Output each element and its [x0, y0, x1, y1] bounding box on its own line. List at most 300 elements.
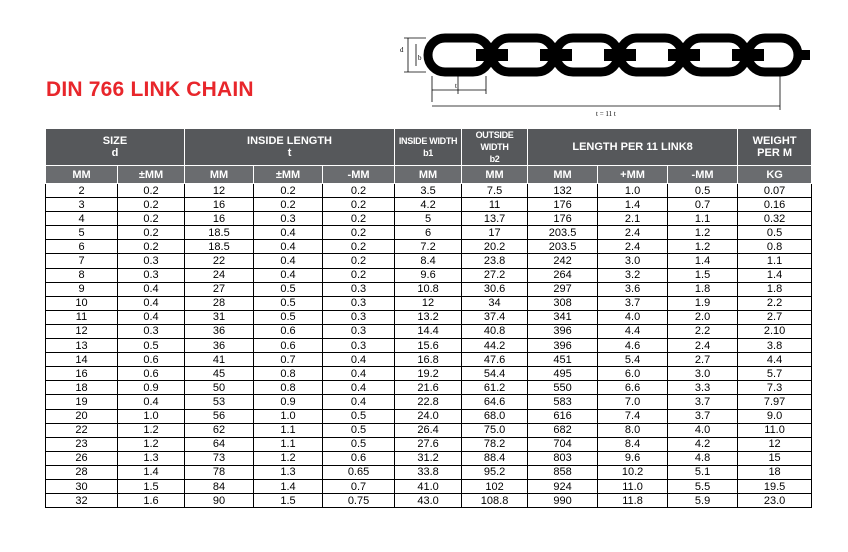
table-row [46, 212, 812, 226]
table-cell: 14 [46, 353, 118, 367]
table-cell: 11.8 [598, 494, 668, 508]
table-cell: 0.2 [254, 198, 323, 212]
chain-diagram [400, 20, 820, 120]
table-cell: 495 [528, 367, 598, 381]
table-cell: 990 [528, 494, 598, 508]
table-cell: 47.6 [462, 353, 528, 367]
table-cell: 2.10 [738, 324, 812, 338]
table-cell: 8.0 [598, 423, 668, 437]
table-cell: 20 [46, 409, 118, 423]
table-cell: 18 [46, 381, 118, 395]
table-cell: 1.4 [738, 268, 812, 282]
table-cell: 1.5 [254, 494, 323, 508]
table-cell: 13.7 [462, 212, 528, 226]
table-cell: 0.3 [254, 212, 323, 226]
table-cell: 2.7 [668, 353, 738, 367]
table-row [46, 494, 812, 508]
table-cell: 15.6 [395, 339, 462, 353]
table-cell: 7 [46, 254, 118, 268]
table-cell: 18 [738, 465, 812, 479]
table-cell: 17 [462, 226, 528, 240]
table-cell: 0.6 [254, 324, 323, 338]
table-cell: 0.6 [254, 339, 323, 353]
table-cell: 0.9 [118, 381, 185, 395]
table-cell: 132 [528, 184, 598, 198]
table-cell: 84 [185, 479, 254, 493]
table-row [46, 254, 812, 268]
table-cell: 0.4 [323, 381, 395, 395]
table-cell: 0.4 [254, 240, 323, 254]
table-cell: 22 [46, 423, 118, 437]
table-cell: 78.2 [462, 437, 528, 451]
table-cell: 0.4 [118, 282, 185, 296]
table-cell: 16 [185, 198, 254, 212]
table-cell: 12 [738, 437, 812, 451]
table-cell: 2.2 [738, 296, 812, 310]
table-cell: 0.3 [118, 254, 185, 268]
table-cell: 242 [528, 254, 598, 268]
table-cell: 396 [528, 339, 598, 353]
table-cell: 1.8 [668, 282, 738, 296]
table-cell: 2.4 [598, 226, 668, 240]
table-cell: 3.0 [668, 367, 738, 381]
table-row [46, 451, 812, 465]
table-cell: 6.6 [598, 381, 668, 395]
table-cell: 26 [46, 451, 118, 465]
table-cell: 1.2 [118, 437, 185, 451]
table-cell: 108.8 [462, 494, 528, 508]
table-cell: 0.4 [254, 268, 323, 282]
table-cell: 50 [185, 381, 254, 395]
table-cell: 41.0 [395, 479, 462, 493]
table-cell: 2.7 [738, 310, 812, 324]
table-cell: 22.8 [395, 395, 462, 409]
table-cell: 30 [46, 479, 118, 493]
table-cell: 2.1 [598, 212, 668, 226]
table-cell: 28 [185, 296, 254, 310]
table-cell: 40.8 [462, 324, 528, 338]
table-cell: 1.1 [738, 254, 812, 268]
table-row [46, 268, 812, 282]
table-cell: 10.8 [395, 282, 462, 296]
table-row [46, 381, 812, 395]
table-cell: 0.5 [323, 409, 395, 423]
table-cell: 0.8 [738, 240, 812, 254]
table-cell: 0.3 [323, 310, 395, 324]
table-cell: 0.2 [118, 240, 185, 254]
table-cell: 0.3 [323, 339, 395, 353]
table-cell: 341 [528, 310, 598, 324]
table-cell: 54.4 [462, 367, 528, 381]
unit-header: ±MM [118, 166, 185, 184]
table-cell: 4.2 [668, 437, 738, 451]
table-cell: 1.2 [254, 451, 323, 465]
table-cell: 64 [185, 437, 254, 451]
table-cell: 0.2 [323, 254, 395, 268]
table-cell: 24 [185, 268, 254, 282]
table-cell: 1.1 [668, 212, 738, 226]
table-cell: 0.5 [118, 339, 185, 353]
table-cell: 583 [528, 395, 598, 409]
table-cell: 0.7 [254, 353, 323, 367]
table-cell: 0.3 [323, 324, 395, 338]
table-cell: 1.4 [118, 465, 185, 479]
unit-header: MM [395, 166, 462, 184]
table-cell: 34 [462, 296, 528, 310]
table-cell: 1.8 [738, 282, 812, 296]
table-cell: 4.2 [395, 198, 462, 212]
table-cell: 9.0 [738, 409, 812, 423]
table-cell: 308 [528, 296, 598, 310]
table-cell: 102 [462, 479, 528, 493]
table-cell: 4.4 [738, 353, 812, 367]
table-row [46, 240, 812, 254]
table-cell: 19.2 [395, 367, 462, 381]
header-size: SIZE d [46, 129, 185, 166]
table-cell: 24.0 [395, 409, 462, 423]
unit-header-row [46, 166, 812, 184]
table-cell: 1.2 [668, 240, 738, 254]
table-cell: 6.0 [598, 367, 668, 381]
table-cell: 1.0 [254, 409, 323, 423]
table-cell: 0.4 [118, 296, 185, 310]
table-cell: 0.07 [738, 184, 812, 198]
table-cell: 13.2 [395, 310, 462, 324]
table-cell: 4 [46, 212, 118, 226]
table-cell: 1.5 [118, 479, 185, 493]
table-cell: 0.75 [323, 494, 395, 508]
table-cell: 3.3 [668, 381, 738, 395]
table-cell: 0.2 [323, 212, 395, 226]
table-cell: 3.5 [395, 184, 462, 198]
table-cell: 0.3 [323, 282, 395, 296]
table-row [46, 198, 812, 212]
table-cell: 2.4 [598, 240, 668, 254]
table-cell: 0.6 [323, 451, 395, 465]
table-cell: 53 [185, 395, 254, 409]
table-body [46, 184, 812, 508]
table-cell: 0.3 [323, 296, 395, 310]
table-cell: 0.65 [323, 465, 395, 479]
table-cell: 23 [46, 437, 118, 451]
table-cell: 19 [46, 395, 118, 409]
table-cell: 4.4 [598, 324, 668, 338]
table-cell: 451 [528, 353, 598, 367]
table-cell: 16 [185, 212, 254, 226]
table-cell: 2 [46, 184, 118, 198]
table-cell: 0.2 [323, 184, 395, 198]
table-row [46, 479, 812, 493]
group-header-row [46, 129, 812, 166]
table-cell: 176 [528, 212, 598, 226]
table-cell: 10.2 [598, 465, 668, 479]
table-cell: 18.5 [185, 240, 254, 254]
table-cell: 0.5 [738, 226, 812, 240]
table-cell: 8.4 [395, 254, 462, 268]
table-cell: 20.2 [462, 240, 528, 254]
table-cell: 0.5 [323, 423, 395, 437]
table-cell: 1.3 [118, 451, 185, 465]
table-cell: 37.4 [462, 310, 528, 324]
table-cell: 176 [528, 198, 598, 212]
table-cell: 1.9 [668, 296, 738, 310]
table-cell: 0.4 [118, 395, 185, 409]
table-cell: 3.8 [738, 339, 812, 353]
table-cell: 6 [46, 240, 118, 254]
table-cell: 3.2 [598, 268, 668, 282]
table-cell: 75.0 [462, 423, 528, 437]
table-cell: 95.2 [462, 465, 528, 479]
table-cell: 924 [528, 479, 598, 493]
table-cell: 45 [185, 367, 254, 381]
table-cell: 64.6 [462, 395, 528, 409]
table-cell: 0.4 [254, 226, 323, 240]
table-cell: 6 [395, 226, 462, 240]
table-cell: 11 [462, 198, 528, 212]
table-row [46, 226, 812, 240]
table-cell: 7.0 [598, 395, 668, 409]
table-cell: 8 [46, 268, 118, 282]
table-cell: 1.5 [668, 268, 738, 282]
table-cell: 0.2 [118, 184, 185, 198]
table-cell: 19.5 [738, 479, 812, 493]
table-cell: 0.2 [118, 198, 185, 212]
table-cell: 4.0 [668, 423, 738, 437]
table-cell: 203.5 [528, 226, 598, 240]
table-cell: 1.4 [668, 254, 738, 268]
table-cell: 1.0 [598, 184, 668, 198]
table-cell: 8.4 [598, 437, 668, 451]
table-cell: 15 [738, 451, 812, 465]
table-cell: 16 [46, 367, 118, 381]
table-cell: 0.7 [668, 198, 738, 212]
table-cell: 2.0 [668, 310, 738, 324]
table-cell: 21.6 [395, 381, 462, 395]
table-cell: 43.0 [395, 494, 462, 508]
table-cell: 1.2 [118, 423, 185, 437]
diagram-label-t: t [455, 82, 457, 90]
diagram-label-b: b [418, 54, 422, 62]
table-cell: 2.4 [668, 339, 738, 353]
table-cell: 2.2 [668, 324, 738, 338]
table-cell: 27.6 [395, 437, 462, 451]
table-row [46, 437, 812, 451]
table-row [46, 296, 812, 310]
table-cell: 3.6 [598, 282, 668, 296]
table-cell: 0.8 [254, 381, 323, 395]
unit-header: ±MM [254, 166, 323, 184]
table-cell: 56 [185, 409, 254, 423]
table-cell: 88.4 [462, 451, 528, 465]
table-cell: 803 [528, 451, 598, 465]
table-cell: 0.4 [118, 310, 185, 324]
table-cell: 61.2 [462, 381, 528, 395]
table-cell: 0.6 [118, 353, 185, 367]
table-cell: 0.3 [118, 268, 185, 282]
table-cell: 203.5 [528, 240, 598, 254]
table-cell: 264 [528, 268, 598, 282]
table-cell: 11.0 [738, 423, 812, 437]
table-cell: 7.3 [738, 381, 812, 395]
table-cell: 30.6 [462, 282, 528, 296]
table-cell: 5.4 [598, 353, 668, 367]
table-row [46, 339, 812, 353]
table-cell: 5 [395, 212, 462, 226]
table-cell: 0.5 [254, 282, 323, 296]
spec-table [45, 128, 812, 508]
table-cell: 27.2 [462, 268, 528, 282]
header-outside-width: OUTSIDE WIDTH b2 [462, 129, 528, 166]
table-cell: 44.2 [462, 339, 528, 353]
table-cell: 1.6 [118, 494, 185, 508]
table-cell: 0.2 [254, 184, 323, 198]
table-cell: 78 [185, 465, 254, 479]
table-cell: 0.4 [323, 367, 395, 381]
table-cell: 5.5 [668, 479, 738, 493]
unit-header: MM [462, 166, 528, 184]
table-cell: 5 [46, 226, 118, 240]
table-cell: 396 [528, 324, 598, 338]
table-cell: 0.5 [323, 437, 395, 451]
table-cell: 11 [46, 310, 118, 324]
page-title: DIN 766 LINK CHAIN [46, 78, 254, 101]
table-row [46, 367, 812, 381]
table-cell: 41 [185, 353, 254, 367]
table-row [46, 282, 812, 296]
table-cell: 23.8 [462, 254, 528, 268]
table-cell: 0.32 [738, 212, 812, 226]
table-cell: 23.0 [738, 494, 812, 508]
table-cell: 3.7 [668, 395, 738, 409]
table-cell: 1.0 [118, 409, 185, 423]
unit-header: -MM [668, 166, 738, 184]
unit-header: MM [185, 166, 254, 184]
table-cell: 7.2 [395, 240, 462, 254]
unit-header: -MM [323, 166, 395, 184]
table-cell: 0.8 [254, 367, 323, 381]
table-cell: 5.7 [738, 367, 812, 381]
table-cell: 36 [185, 339, 254, 353]
table-cell: 0.9 [254, 395, 323, 409]
table-cell: 0.2 [323, 226, 395, 240]
table-cell: 36 [185, 324, 254, 338]
chain-links [428, 38, 810, 72]
table-cell: 90 [185, 494, 254, 508]
table-cell: 858 [528, 465, 598, 479]
table-cell: 31 [185, 310, 254, 324]
table-cell: 5.9 [668, 494, 738, 508]
header-inside-length: INSIDE LENGTH t [185, 129, 395, 166]
table-row [46, 353, 812, 367]
table-cell: 11.0 [598, 479, 668, 493]
table-cell: 26.4 [395, 423, 462, 437]
table-row [46, 409, 812, 423]
table-cell: 27 [185, 282, 254, 296]
table-cell: 0.4 [323, 353, 395, 367]
table-cell: 9.6 [598, 451, 668, 465]
table-cell: 1.1 [254, 437, 323, 451]
table-cell: 0.16 [738, 198, 812, 212]
header-weight: WEIGHT PER M [738, 129, 812, 166]
table-cell: 0.2 [323, 198, 395, 212]
table-cell: 1.4 [254, 479, 323, 493]
table-cell: 68.0 [462, 409, 528, 423]
unit-header: MM [46, 166, 118, 184]
table-cell: 704 [528, 437, 598, 451]
unit-header: MM [528, 166, 598, 184]
table-cell: 0.4 [254, 254, 323, 268]
table-row [46, 324, 812, 338]
table-cell: 7.4 [598, 409, 668, 423]
table-row [46, 310, 812, 324]
table-cell: 62 [185, 423, 254, 437]
diagram-label-d: d [400, 46, 404, 54]
table-cell: 5.1 [668, 465, 738, 479]
table-cell: 18.5 [185, 226, 254, 240]
table-cell: 4.8 [668, 451, 738, 465]
table-cell: 4.6 [598, 339, 668, 353]
table-cell: 0.2 [323, 268, 395, 282]
table-cell: 682 [528, 423, 598, 437]
table-row [46, 423, 812, 437]
table-cell: 616 [528, 409, 598, 423]
unit-header: KG [738, 166, 812, 184]
table-cell: 12 [46, 324, 118, 338]
table-cell: 1.1 [254, 423, 323, 437]
table-cell: 0.5 [668, 184, 738, 198]
table-cell: 32 [46, 494, 118, 508]
table-cell: 4.0 [598, 310, 668, 324]
table-cell: 22 [185, 254, 254, 268]
table-cell: 7.97 [738, 395, 812, 409]
table-cell: 0.5 [254, 310, 323, 324]
header-length-per-11-links: LENGTH PER 11 LINK8 [528, 129, 738, 166]
table-row [46, 395, 812, 409]
header-inside-width: INSIDE WIDTH b1 [395, 129, 462, 166]
table-cell: 0.2 [118, 226, 185, 240]
table-cell: 1.4 [598, 198, 668, 212]
table-cell: 14.4 [395, 324, 462, 338]
table-cell: 33.8 [395, 465, 462, 479]
unit-header: +MM [598, 166, 668, 184]
table-row [46, 184, 812, 198]
table-cell: 0.4 [323, 395, 395, 409]
table-row [46, 465, 812, 479]
table-cell: 0.3 [118, 324, 185, 338]
table-cell: 12 [395, 296, 462, 310]
table-cell: 16.8 [395, 353, 462, 367]
table-cell: 297 [528, 282, 598, 296]
table-cell: 3.0 [598, 254, 668, 268]
table-cell: 28 [46, 465, 118, 479]
table-cell: 3.7 [598, 296, 668, 310]
table-cell: 0.2 [323, 240, 395, 254]
table-cell: 0.7 [323, 479, 395, 493]
table-cell: 3.7 [668, 409, 738, 423]
table-cell: 1.3 [254, 465, 323, 479]
table-cell: 73 [185, 451, 254, 465]
table-cell: 7.5 [462, 184, 528, 198]
diagram-label-length: t = 11 t [596, 110, 616, 118]
table-cell: 9 [46, 282, 118, 296]
table-cell: 550 [528, 381, 598, 395]
table-cell: 3 [46, 198, 118, 212]
table-cell: 0.6 [118, 367, 185, 381]
table-cell: 31.2 [395, 451, 462, 465]
table-cell: 0.5 [254, 296, 323, 310]
table-cell: 12 [185, 184, 254, 198]
table-cell: 9.6 [395, 268, 462, 282]
